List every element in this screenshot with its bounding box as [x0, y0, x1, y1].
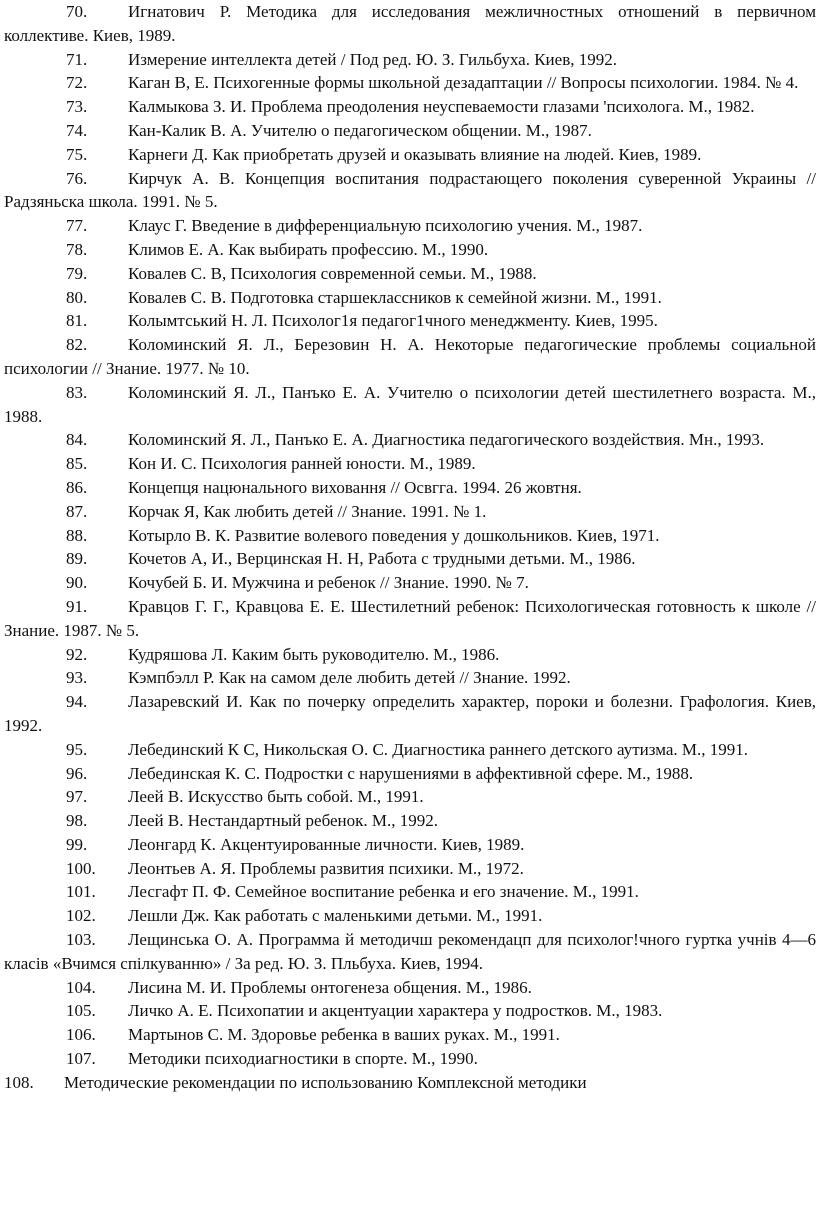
entry-number: 85.: [66, 454, 88, 474]
bibliography-entry: [4, 666, 816, 690]
bibliography-entry: [4, 119, 816, 143]
bibliography-entry: [4, 857, 816, 881]
entry-number: 90.: [66, 573, 88, 593]
bibliography-entry: [4, 1023, 816, 1047]
entry-text: Карнеги Д. Как приобретать друзей и оказывать влияние на людей. Киев, 1989.: [128, 144, 702, 164]
bibliography-entry: [4, 690, 816, 738]
entry-number: 101.: [66, 882, 96, 902]
entry-number: 81.: [66, 311, 88, 331]
entry-number: 97.: [66, 787, 88, 807]
entry-number: 80.: [66, 287, 88, 307]
entry-text: Коломинский Я. Л., Панъко Е. А. Диагностика педагогического воздействия. Мн., 1993.: [128, 430, 765, 450]
entry-number: 87.: [66, 501, 88, 521]
bibliography-entry: [4, 238, 816, 262]
entry-number: 104.: [66, 977, 96, 997]
entry-text: Кон И. С. Психология ранней юности. М., 1989.: [128, 454, 476, 474]
entry-text: Леей В. Искусство быть собой. М., 1991.: [128, 787, 424, 807]
bibliography-entry: [4, 928, 816, 976]
entry-text: Лещинська О. А. Программа й методичш рекомендацп для психолог!чного гуртка учнів 4—6 класів «Вчимся спілкуванню» / За ред. Ю. З. Пльбуха. Киев, 1994.: [4, 930, 816, 973]
entry-text: Клаус Г. Введение в дифференциальную психологию учения. М., 1987.: [128, 216, 643, 236]
entry-text: Лесгафт П. Ф. Семейное воспитание ребенка и его значение. М., 1991.: [128, 882, 639, 902]
bibliography-entry: [4, 167, 816, 215]
entry-text: Лазаревский И. Как по почерку определить характер, пороки и болезни. Графология. Киев, 1992.: [4, 692, 816, 735]
bibliography-entry: [4, 643, 816, 667]
bibliography-entry: [4, 738, 816, 762]
entry-number: 96.: [66, 763, 88, 783]
entry-text: Коломинский Я. Л., Панъко Е. А. Учителю о психологии детей шестилетнего возраста. М., 1988.: [4, 382, 816, 426]
entry-number: 78.: [66, 239, 88, 259]
entry-text: Корчак Я, Как любить детей // Знание. 1991. № 1.: [128, 501, 487, 521]
entry-number: 103.: [66, 930, 96, 950]
entry-text: Кудряшова Л. Каким быть руководителю. М., 1986.: [128, 644, 500, 664]
entry-text: Колымтський Н. Л. Психолог1я педагог1чного менеджменту. Киев, 1995.: [128, 311, 658, 331]
bibliography-entry: [4, 571, 816, 595]
entry-text: Кочубей Б. И. Мужчина и ребенок // Знание. 1990. № 7.: [128, 573, 529, 593]
bibliography-entry: [4, 809, 816, 833]
entry-text: Ковалев С. В, Психология современной семьи. М., 1988.: [128, 263, 537, 283]
entry-text: Кирчук А. В. Концепция воспитания подрастающего поколения суверенной Украины // Радзяньска школа. 1991. № 5.: [4, 168, 816, 212]
bibliography-entry: [4, 0, 816, 48]
bibliography-entry: [4, 262, 816, 286]
entry-number: 71.: [66, 49, 88, 69]
entry-text: Климов Е. А. Как выбирать профессию. М., 1990.: [128, 239, 489, 259]
entry-text: Кравцов Г. Г., Кравцова Е. Е. Шестилетний ребенок: Психологическая готовность к школе // Знание. 1987. № 5.: [4, 596, 816, 640]
entry-number: 75.: [66, 144, 88, 164]
bibliography-entry: [4, 476, 816, 500]
bibliography-entry: [4, 381, 816, 429]
bibliography-entry: [4, 785, 816, 809]
entry-number: 95.: [66, 739, 88, 759]
entry-number: 94.: [66, 692, 88, 712]
bibliography-entry: [4, 95, 816, 119]
entry-number: 74.: [66, 120, 88, 140]
bibliography-entry: [4, 309, 816, 333]
entry-text: Лебединская К. С. Подростки с нарушениями в аффективной сфере. М., 1988.: [128, 763, 694, 783]
bibliography-entry: [4, 500, 816, 524]
entry-number: 82.: [66, 335, 88, 355]
entry-text: Леонтьев А. Я. Проблемы развития психики. М., 1972.: [128, 858, 524, 878]
entry-number: 73.: [66, 97, 88, 117]
bibliography-entry: [4, 286, 816, 310]
entry-number: 83.: [66, 382, 88, 402]
bibliography-entry: [4, 880, 816, 904]
bibliography-entry: [4, 1071, 816, 1095]
bibliography-entry: [4, 48, 816, 72]
entry-text: Кэмпбэлл Р. Как на самом деле любить детей // Знание. 1992.: [128, 668, 571, 688]
entry-text: Ковалев С. В. Подготовка старшеклассников к семейной жизни. М., 1991.: [128, 287, 662, 307]
entry-text: Калмыкова З. И. Проблема преодоления неуспеваемости глазами 'психолога. М., 1982.: [128, 97, 755, 117]
bibliography-list: [4, 0, 816, 1095]
entry-text: Кан-Калик В. А. Учителю о педагогическом общении. М., 1987.: [128, 120, 592, 140]
entry-text: Игнатович Р. Методика для исследования межличностных отношений в первичном коллективе. Киев, 1989.: [4, 2, 816, 45]
entry-text: Методики психодиагностики в спорте. М., 1990.: [128, 1049, 478, 1069]
bibliography-entry: [4, 71, 816, 95]
entry-number: 79.: [66, 263, 88, 283]
entry-number: 108.: [4, 1072, 34, 1092]
entry-number: 106.: [66, 1025, 96, 1045]
entry-number: 77.: [66, 216, 88, 236]
entry-number: 72.: [66, 73, 88, 93]
bibliography-entry: [4, 524, 816, 548]
bibliography-entry: [4, 999, 816, 1023]
entry-text: Кочетов А, И., Верцинская Н. Н, Работа с трудными детьми. М., 1986.: [128, 549, 636, 569]
entry-text: Леонгард К. Акцентуированные личности. Киев, 1989.: [128, 834, 525, 854]
entry-number: 102.: [66, 906, 96, 926]
entry-number: 98.: [66, 811, 88, 831]
bibliography-entry: [4, 595, 816, 643]
entry-text: Лешли Дж. Как работать с маленькими детьми. М., 1991.: [128, 906, 543, 926]
entry-number: 91.: [66, 596, 88, 616]
entry-text: Методические рекомендации по использованию Комплексной методики: [64, 1072, 587, 1092]
bibliography-entry: [4, 452, 816, 476]
bibliography-entry: [4, 1047, 816, 1071]
bibliography-entry: [4, 143, 816, 167]
entry-text: Мартынов С. М. Здоровье ребенка в ваших руках. М., 1991.: [128, 1025, 560, 1045]
entry-number: 93.: [66, 668, 88, 688]
entry-number: 88.: [66, 525, 88, 545]
bibliography-entry: [4, 547, 816, 571]
entry-number: 84.: [66, 430, 88, 450]
entry-text: Котырло В. К. Развитие волевого поведения у дошкольников. Киев, 1971.: [128, 525, 660, 545]
entry-number: 105.: [66, 1001, 96, 1021]
entry-text: Личко А. Е. Психопатии и акцентуации характера у подростков. М., 1983.: [128, 1001, 663, 1021]
entry-text: Лисина М. И. Проблемы онтогенеза общения. М., 1986.: [128, 977, 532, 997]
bibliography-entry: [4, 904, 816, 928]
entry-number: 76.: [66, 168, 88, 188]
bibliography-entry: [4, 762, 816, 786]
entry-number: 107.: [66, 1049, 96, 1069]
entry-text: Каган В, Е. Психогенные формы школьной дезадаптации // Вопросы психологии. 1984. № 4.: [128, 73, 799, 93]
entry-number: 70.: [66, 2, 88, 21]
entry-number: 89.: [66, 549, 88, 569]
entry-text: Коломинский Я. Л., Березовин Н. А. Некоторые педагогические проблемы социальной психологии // Знание. 1977. № 10.: [4, 335, 816, 378]
entry-number: 86.: [66, 477, 88, 497]
bibliography-entry: [4, 333, 816, 381]
entry-number: 100.: [66, 858, 96, 878]
entry-number: 99.: [66, 834, 88, 854]
entry-text: Лебединский К С, Никольская О. С. Диагностика раннего детского аутизма. М., 1991.: [128, 739, 749, 759]
bibliography-entry: [4, 428, 816, 452]
bibliography-entry: [4, 833, 816, 857]
entry-text: Концепця нацюнального виховання // Освгга. 1994. 26 жовтня.: [128, 477, 582, 497]
bibliography-entry: [4, 976, 816, 1000]
entry-number: 92.: [66, 644, 88, 664]
entry-text: Леей В. Нестандартный ребенок. М., 1992.: [128, 811, 439, 831]
bibliography-entry: [4, 214, 816, 238]
entry-text: Измерение интеллекта детей / Под ред. Ю. З. Гильбуха. Киев, 1992.: [128, 49, 617, 69]
